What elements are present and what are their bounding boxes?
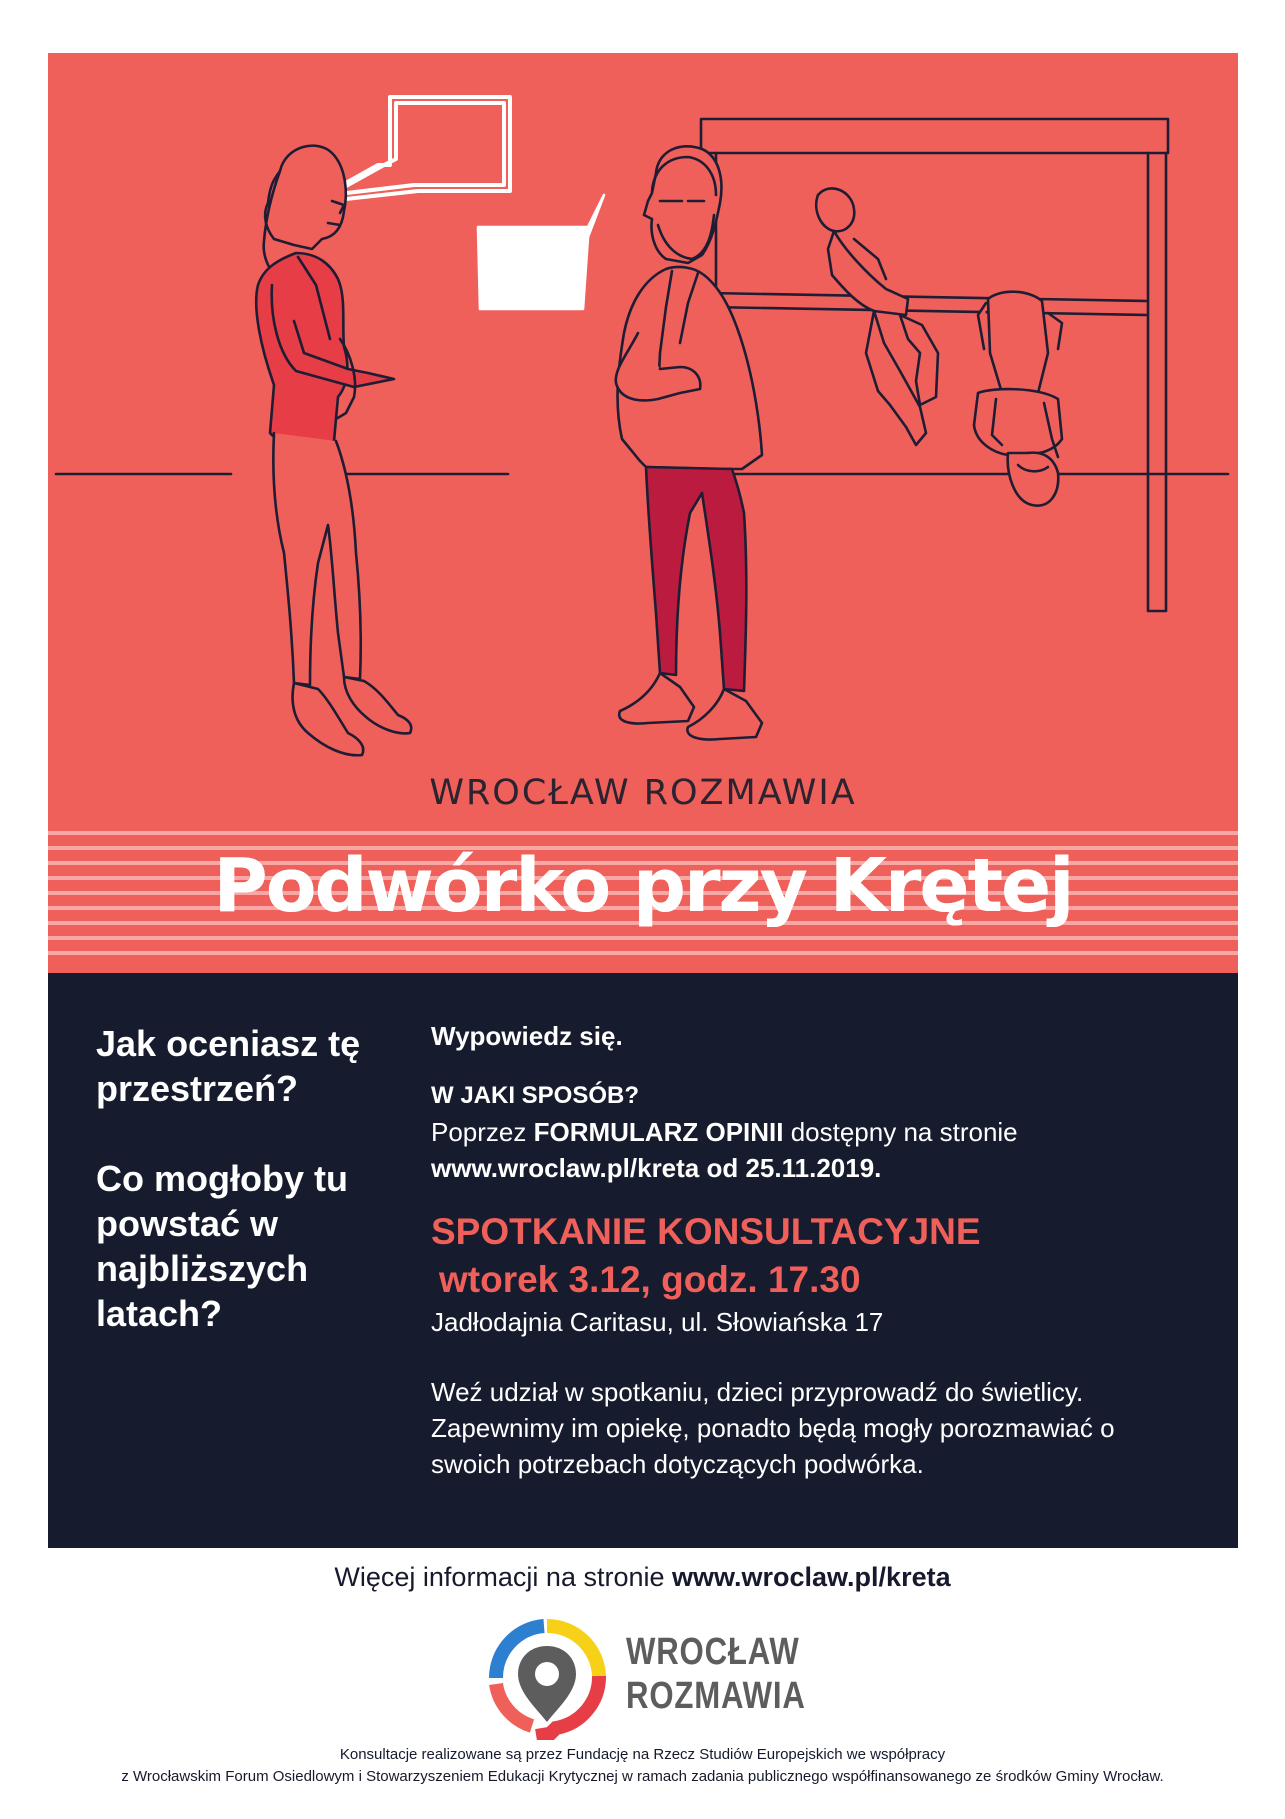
question-space: Jak oceniasz tę przestrzeń? <box>96 1023 361 1109</box>
series-title: WROCŁAW ROZMAWIA <box>429 773 857 813</box>
how-heading: W JAKI SPOSÓB? <box>431 1082 640 1109</box>
form-url-line[interactable]: www.wroclaw.pl/kreta od 25.11.2019. <box>431 1153 882 1183</box>
more-info <box>0 1562 1285 1593</box>
question-future: Co mogłoby tu powstać w najbliższych latach? <box>96 1158 348 1334</box>
childcare-note: Weź udział w spotkaniu, dzieci przyprowadź do świetlicy. Zapewnimy im opiekę, ponadto będą mogły porozmawiać o swoich potrzebach dotyczących podwórka. <box>431 1377 1115 1479</box>
meeting-place: Jadłodajnia Caritasu, ul. Słowiańska 17 <box>431 1307 884 1337</box>
speech-pin-logo-icon <box>486 1618 608 1740</box>
questions-column <box>96 1021 416 1381</box>
speech-bubble-man <box>478 195 604 309</box>
page-title: Podwórko przy Krętej <box>213 843 1073 929</box>
footer-credits <box>0 1744 1285 1788</box>
how-prefix: Poprzez <box>431 1117 534 1147</box>
conversation-illustration <box>48 53 1238 773</box>
how-description <box>431 1114 1191 1150</box>
footer-line-1: Konsultacje realizowane są przez Fundację na Rzecz Studiów Europejskich we współpracy <box>339 1746 946 1763</box>
man-figure <box>616 146 762 739</box>
form-name: FORMULARZ OPINII <box>533 1117 784 1147</box>
child-climbing <box>816 188 938 445</box>
logo-line-1: WROCŁAW <box>626 1631 800 1673</box>
more-info-link[interactable]: www.wroclaw.pl/kreta <box>672 1562 951 1592</box>
call-to-action: Wypowiedz się. <box>431 1021 623 1051</box>
logo-wordmark <box>626 1630 806 1718</box>
footer-line-2: z Wrocławskim Forum Osiedlowym i Stowarzyszeniem Edukacji Krytycznej w ramach zadania publicznego współfinansowanego ze środków Gminy Wrocław. <box>121 1768 1164 1785</box>
meeting-title: SPOTKANIE KONSULTACYJNE <box>431 1211 981 1252</box>
woman-figure <box>256 146 411 756</box>
meeting-date: wtorek 3.12, godz. 17.30 <box>439 1259 861 1300</box>
info-panel <box>48 973 1238 1548</box>
more-info-prefix: Więcej informacji na stronie <box>334 1562 673 1592</box>
how-suffix: dostępny na stronie <box>783 1117 1018 1147</box>
logo-line-2: ROZMAWIA <box>626 1675 806 1717</box>
hero-banner <box>48 53 1238 973</box>
details-column <box>431 1021 1191 1482</box>
wroclaw-rozmawia-logo <box>486 1618 816 1740</box>
